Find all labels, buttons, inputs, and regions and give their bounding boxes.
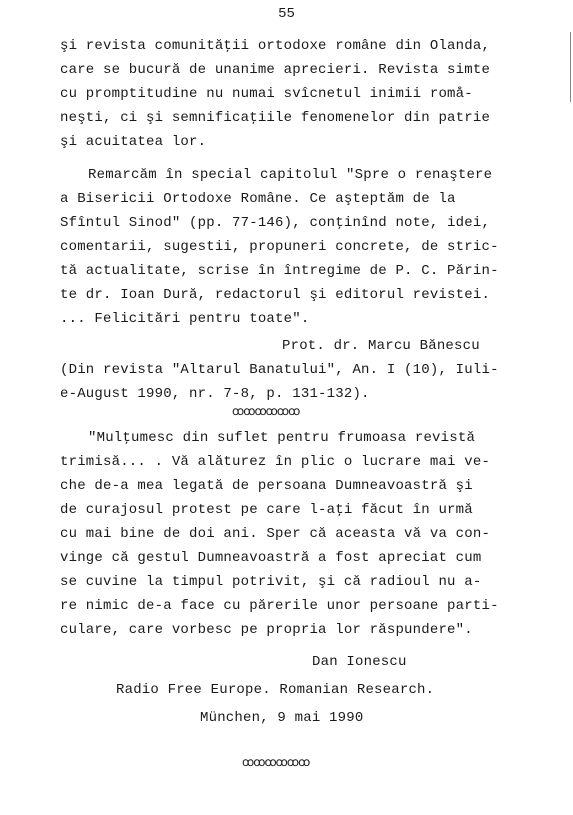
- ornament-divider: ꝏꝏꝏꝏꝏꝏ: [242, 756, 310, 770]
- text-line: a Bisericii Ortodoxe Române. Ce aşteptăm de la: [60, 191, 456, 207]
- page-edge-mark: [570, 32, 571, 102]
- text-line: tă actualitate, scrise în întregime de P. C. Părin-: [60, 263, 499, 279]
- text-line: Sfîntul Sinod" (pp. 77-146), conţinînd note, idei,: [60, 215, 491, 231]
- text-line: se cuvine la timpul potrivit, şi că radioul nu a-: [60, 574, 482, 590]
- signature-place-date: München, 9 mai 1990: [200, 710, 364, 726]
- text-line: cu mai bine de doi ani. Sper că aceasta vă va con-: [60, 526, 491, 542]
- signature-author: Dan Ionescu: [312, 654, 407, 670]
- text-line: trimisă... . Vă alăturez în plic o lucrare mai ve-: [60, 454, 491, 470]
- text-line: te dr. Ioan Dură, redactorul şi editorul revistei.: [60, 287, 491, 303]
- text-line: "Mulţumesc din suflet pentru frumoasa revistă: [88, 430, 476, 446]
- text-line: Remarcăm în special capitolul "Spre o renaştere: [88, 167, 493, 183]
- text-line: care se bucură de unanime aprecieri. Revista simte: [60, 62, 491, 78]
- text-line: (Din revista "Altarul Banatului", An. I (10), Iuli-: [60, 362, 499, 378]
- text-line: şi revista comunităţii ortodoxe române din Olanda,: [60, 38, 491, 54]
- text-line: ... Felicitări pentru toate".: [60, 311, 310, 327]
- text-line: che de-a mea legată de persoana Dumneavoastră şi: [60, 478, 473, 494]
- ornament-divider: ꝏꝏꝏꝏꝏꝏ: [232, 405, 300, 419]
- text-line: neşti, ci şi semnificaţiile fenomenelor din patrie: [60, 110, 491, 126]
- text-line: e-August 1990, nr. 7-8, p. 131-132).: [60, 386, 370, 402]
- text-line: de curajosul protest pe care l-aţi făcut în urmă: [60, 502, 473, 518]
- page-number: 55: [278, 6, 295, 22]
- text-line: re nimic de-a face cu părerile unor persoane parti-: [60, 598, 499, 614]
- text-line: şi acuitatea lor.: [60, 134, 207, 150]
- text-line: comentarii, sugestii, propuneri concrete, de stric-: [60, 239, 499, 255]
- signature-affiliation: Radio Free Europe. Romanian Research.: [116, 682, 435, 698]
- signature-author: Prot. dr. Marcu Bănescu: [282, 338, 480, 354]
- text-line: culare, care vorbesc pe propria lor răspundere".: [60, 622, 473, 638]
- text-line: cu promptitudine nu numai svîcnetul inimii romå-: [60, 86, 473, 102]
- text-line: vinge că gestul Dumneavoastră a fost apreciat cum: [60, 550, 482, 566]
